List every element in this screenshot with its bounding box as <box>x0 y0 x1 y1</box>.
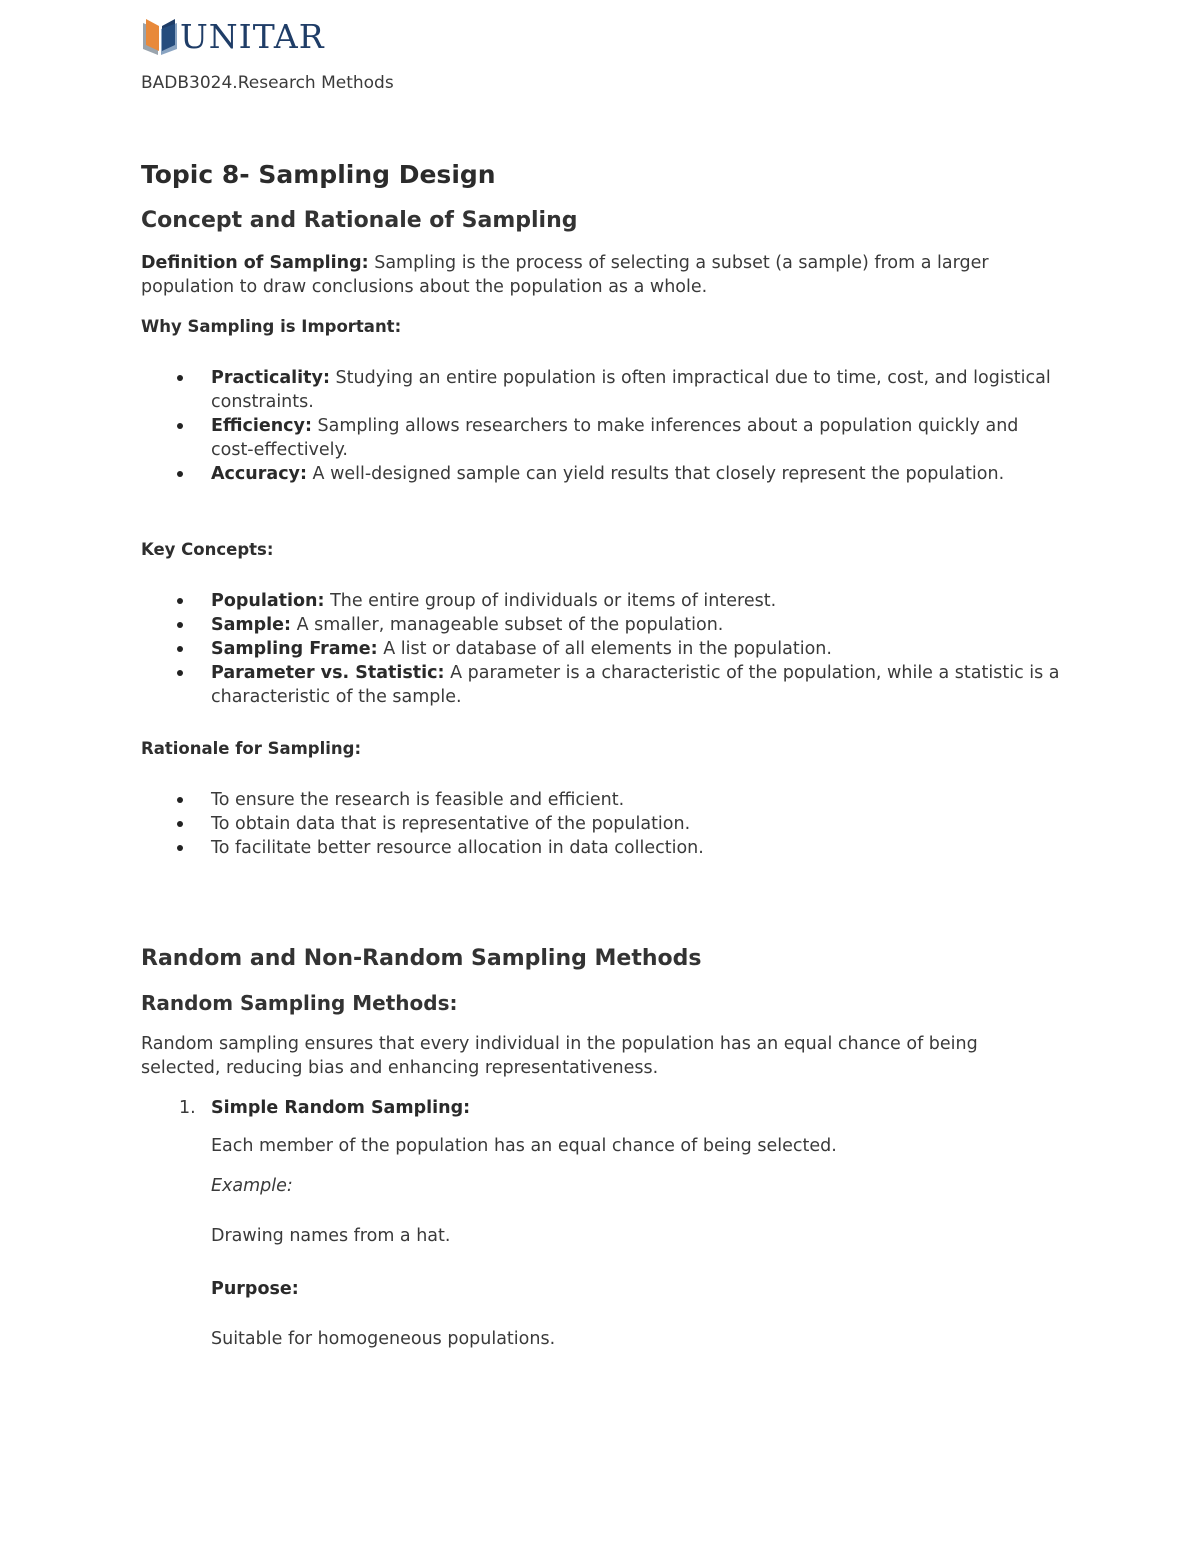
item-label: Practicality: <box>211 368 330 388</box>
item1-description: Each member of the population has an equal chance of being selected. <box>211 1136 837 1156</box>
example-text: Drawing names from a hat. <box>211 1226 451 1246</box>
item-text: Sampling allows researchers to make inferences about a population quickly and cost-effectively. <box>211 416 1019 460</box>
random-intro-paragraph: Random sampling ensures that every individual in the population has an equal chance of being selected, reducing bias and enhancing representativeness. <box>141 1034 978 1078</box>
course-code: BADB3024.Research Methods <box>141 73 394 93</box>
item-label: Accuracy: <box>211 464 307 484</box>
logo-text: UNITAR <box>180 17 325 56</box>
unitar-logo <box>141 16 325 58</box>
rationale-list <box>141 788 1061 860</box>
item-label: Efficiency: <box>211 416 312 436</box>
key-concepts-heading: Key Concepts: <box>141 540 274 559</box>
item-text: A smaller, manageable subset of the population. <box>291 615 724 635</box>
list-item <box>141 637 1061 661</box>
why-list <box>141 366 1061 486</box>
key-concepts-list <box>141 589 1061 709</box>
item-text: A parameter is a characteristic of the population, while a statistic is a characteristic of the sample. <box>211 663 1060 707</box>
item-title: Simple Random Sampling: <box>211 1098 471 1118</box>
item-label: Population: <box>211 591 325 611</box>
item-text: Studying an entire population is often impractical due to time, cost, and logistical constraints. <box>211 368 1051 412</box>
purpose-label: Purpose: <box>211 1279 299 1299</box>
list-item <box>141 613 1061 637</box>
list-item <box>141 661 1061 709</box>
definition-paragraph <box>141 251 1061 299</box>
item-text: A list or database of all elements in the population. <box>377 639 832 659</box>
definition-label: Definition of Sampling: <box>141 253 369 273</box>
example-label: Example: <box>211 1176 293 1196</box>
why-sampling-heading: Why Sampling is Important: <box>141 317 402 336</box>
rationale-heading: Rationale for Sampling: <box>141 739 362 758</box>
item-number: 1. <box>179 1098 196 1118</box>
section-heading-concept: Concept and Rationale of Sampling <box>141 208 578 233</box>
list-item: To facilitate better resource allocation in data collection. <box>141 836 1061 860</box>
section-heading-methods: Random and Non-Random Sampling Methods <box>141 946 702 971</box>
definition-text: Sampling is the process of selecting a subset (a sample) from a larger population to draw conclusions about the population as a whole. <box>141 253 989 297</box>
item-text: A well-designed sample can yield results that closely represent the population. <box>306 464 1005 484</box>
item-label: Parameter vs. Statistic: <box>211 663 445 683</box>
list-item <box>141 366 1061 414</box>
page-title: Topic 8- Sampling Design <box>141 160 496 189</box>
purpose-text: Suitable for homogeneous populations. <box>211 1329 556 1349</box>
list-item: To ensure the research is feasible and efficient. <box>141 788 1061 812</box>
random-methods-heading: Random Sampling Methods: <box>141 991 458 1015</box>
list-item: To obtain data that is representative of the population. <box>141 812 1061 836</box>
item-text: The entire group of individuals or items of interest. <box>324 591 777 611</box>
list-item <box>141 589 1061 613</box>
item-label: Sample: <box>211 615 292 635</box>
list-item <box>141 462 1061 486</box>
book-logo-icon <box>141 17 179 57</box>
item-label: Sampling Frame: <box>211 639 378 659</box>
list-item <box>141 414 1061 462</box>
